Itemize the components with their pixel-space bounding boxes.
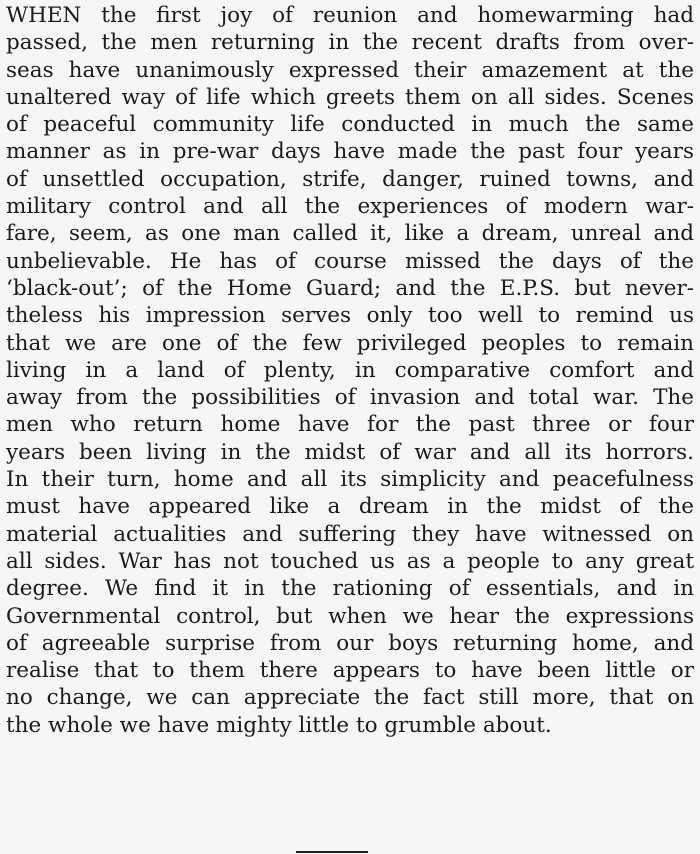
text-line-1: WHEN the first joy of reunion and homewarming had [6, 3, 694, 28]
text-line-27: the whole we have mighty little to grumble about. [6, 712, 552, 738]
text-line-25: realise that to them there appears to have been little or [6, 658, 694, 684]
text-line-16: men who return home have for the past three or four [6, 412, 694, 438]
text-line-19: must have appeared like a dream in the midst of the [6, 494, 694, 520]
text-line-15: away from the possibilities of invasion and total war. The [6, 385, 694, 411]
text-line-20: material actualities and suffering they have witnessed on [6, 521, 694, 547]
text-line-9: fare, seem, as one man called it, like a dream, unreal and [6, 221, 694, 247]
text-line-22: degree. We find it in the rationing of essentials, and in [6, 576, 694, 602]
text-line-2: passed, the men returning in the recent drafts from over- [6, 30, 694, 56]
article-paragraph [6, 2, 694, 739]
text-line-7: of unsettled occupation, strife, danger, ruined towns, and [6, 166, 694, 192]
text-line-5: of peaceful community life conducted in much the same [6, 112, 694, 138]
text-line-4: unaltered way of life which greets them on all sides. Scenes [6, 84, 694, 110]
text-line-17: years been living in the midst of war and all its horrors. [6, 439, 694, 465]
text-line-10: unbelievable. He has of course missed the days of the [6, 248, 694, 274]
text-line-18: In their turn, home and all its simplicity and peacefulness [6, 467, 694, 493]
text-line-24: of agreeable surprise from our boys returning home, and [6, 630, 694, 656]
text-line-23: Governmental control, but when we hear the expressions [6, 603, 694, 629]
section-divider-rule [296, 851, 368, 853]
text-line-26: no change, we can appreciate the fact still more, that on [6, 685, 694, 711]
text-line-3: seas have unanimously expressed their amazement at the [6, 57, 694, 83]
text-line-11: ‘black-out’; of the Home Guard; and the E.P.S. but never- [6, 275, 694, 301]
text-line-21: all sides. War has not touched us as a people to any great [6, 548, 694, 574]
text-line-14: living in a land of plenty, in comparative comfort and [6, 357, 694, 383]
text-line-8: military control and all the experiences of modern war- [6, 194, 694, 220]
text-line-6: manner as in pre-war days have made the past four years [6, 139, 694, 165]
text-line-13: that we are one of the few privileged peoples to remain [6, 330, 694, 356]
text-line-12: theless his impression serves only too well to remind us [6, 303, 694, 329]
